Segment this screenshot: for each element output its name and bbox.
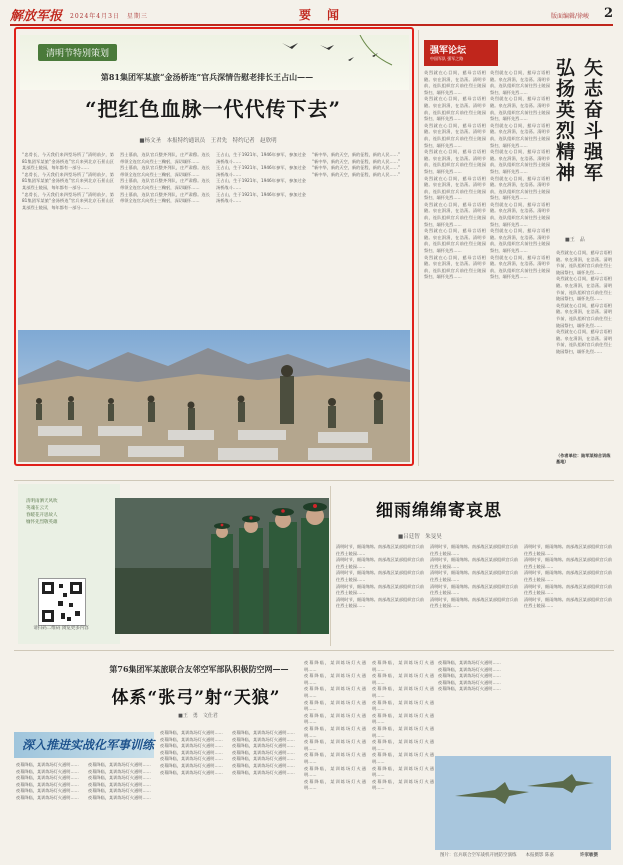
sidebar-text-col1: 英烈就在心目间，慈母言语相随。泉在涓涓，在浩荡。清明节前，连队组织官兵前往烈士陵园祭扫，缅怀先烈…… 英烈就在心目间，慈母言语相随。泉在涓涓，在浩荡。清明节前，连队组织官兵前往烈士陵园祭扫，缅怀先烈…… 英烈就在心目间，慈母言语相随。泉在涓涓，在浩荡。清明节前，连队组织官兵前往烈士陵园祭扫，缅怀先烈…… 英烈就在心目间，慈母言语相随。泉在涓涓，在浩荡。清明节前，连队组织官兵前往烈士陵园祭扫，缅怀先烈…… 英烈就在心目间，慈母言语相随。泉在涓涓，在浩荡。清明节前，连队组织官兵前往烈士陵园祭扫，缅怀先烈…… 英烈就在心目间，慈母言语相随。泉在涓涓，在浩荡。清明节前，连队组织官兵前往烈士陵园祭扫，缅怀先烈…… 英烈就在心目间，慈母言语相随。泉在涓涓，在浩荡。清明节前，连队组织官兵前往烈士陵园祭扫，缅怀先烈…… 英烈就在心目间，慈母言语相随。泉在涓涓，在浩荡。清明节前，连队组织官兵前往烈士陵园祭扫，缅怀先烈……: [424, 70, 486, 280]
section3-text-col3: 夜幕降临，某训练场灯火通明…… 夜幕降临，某训练场灯火通明…… 夜幕降临，某训练场灯火通明…… 夜幕降临，某训练场灯火通明…… 夜幕降临，某训练场灯火通明…… 夜幕降临，某训练场灯火通明…… 夜幕降临，某训练场灯火通明……: [160, 730, 223, 775]
feature-col3-text: 王占山，生于1921年，1946年参军，参加过金汤桥战斗……: [216, 152, 306, 164]
sidebar-vertical-title-1: 弘扬英烈精神: [556, 57, 576, 184]
sidebar-author: ■王 品: [565, 237, 585, 243]
section3-text-col1: 夜幕降临，某训练场灯火通明…… 夜幕降临，某训练场灯火通明…… 夜幕降临，某训练场灯火通明…… 夜幕降临，某训练场灯火通明…… 夜幕降临，某训练场灯火通明…… 夜幕降临，某训练场灯火通明……: [16, 762, 82, 860]
section-title: 要 闻: [299, 8, 342, 22]
page-number: 2: [603, 6, 613, 21]
qr-code-icon: [39, 579, 85, 625]
section3-title: 体系“张弓”射“天狼”: [111, 688, 281, 708]
feature-column-3: 王占山，生于1921年，1946年参军，参加过金汤桥战斗…… 王占山，生于1921年，1946年参军，参加过金汤桥战斗…… 王占山，生于1921年，1946年参军，参加过金汤桥战斗…… 王占山，生于1921年，1946年参军，参加过金汤桥战斗……: [216, 152, 306, 204]
saluting-soldiers-image: [115, 498, 329, 634]
training-banner-text: 深入推进实战化军事训练: [22, 738, 155, 752]
column-divider: [418, 30, 419, 466]
feature-headline: “把红色血脉一代代传下去”: [84, 97, 341, 121]
section-divider-2: [14, 650, 614, 651]
section2-byline: ■吕廷智 朱旻昊: [398, 534, 442, 540]
photo-caption: 图片：官兵联合空军战机开展防空演练 本报摄影 陈嘉: [440, 853, 554, 858]
fighter-jet-image: [435, 756, 611, 850]
section3-text-col4: 夜幕降临，某训练场灯火通明…… 夜幕降临，某训练场灯火通明…… 夜幕降临，某训练场灯火通明…… 夜幕降临，某训练场灯火通明…… 夜幕降临，某训练场灯火通明…… 夜幕降临，某训练场灯火通明…… 夜幕降临，某训练场灯火通明……: [232, 730, 295, 775]
section3-text-col2: 夜幕降临，某训练场灯火通明…… 夜幕降临，某训练场灯火通明…… 夜幕降临，某训练场灯火通明…… 夜幕降临，某训练场灯火通明…… 夜幕降临，某训练场灯火通明…… 夜幕降临，某训练场灯火通明……: [88, 762, 151, 800]
qr-code[interactable]: [38, 578, 86, 626]
section3-text-col5: 夜幕降临，某训练场灯火通明…… 夜幕降临，某训练场灯火通明…… 夜幕降临，某训练场灯火通明…… 夜幕降临，某训练场灯火通明…… 夜幕降临，某训练场灯火通明…… 夜幕降临，某训练场灯火通明…… 夜幕降临，某训练场灯火通明…… 夜幕降临，某训练场灯火通明…… 夜幕降临，某训练场灯火通明…… 夜幕降临，某训练场灯火通明……: [304, 660, 366, 791]
feature-column-2: 烈士墓前，连队官兵整齐列队，庄严肃穆。连长带领全连官兵向烈士三鞠躬，深切缅怀…… 烈士墓前，连队官兵整齐列队，庄严肃穆。连长带领全连官兵向烈士三鞠躬，深切缅怀…… 烈士墓前，连队官兵整齐列队，庄严肃穆。连长带领全连官兵向烈士三鞠躬，深切缅怀…… 烈士墓前，连队官兵整齐列队，庄严肃穆。连长带领全连官兵向烈士三鞠躬，深切缅怀……: [120, 152, 210, 204]
feature-col4-text: “新中华，新的天空，新的征程，新的人民……”: [312, 152, 401, 157]
masthead: [10, 5, 613, 25]
masthead-rule: [10, 24, 613, 26]
section2-title: 细雨绵绵寄哀思: [376, 501, 502, 521]
section3-text-col6: 夜幕降临，某训练场灯火通明…… 夜幕降临，某训练场灯火通明…… 夜幕降临，某训练场灯火通明…… 夜幕降临，某训练场灯火通明…… 夜幕降临，某训练场灯火通明…… 夜幕降临，某训练场灯火通明…… 夜幕降临，某训练场灯火通明…… 夜幕降临，某训练场灯火通明…… 夜幕降临，某训练场灯火通明…… 夜幕降临，某训练场灯火通明……: [372, 660, 434, 791]
sidebar-text-col2: 英烈就在心目间，慈母言语相随。泉在涓涓，在浩荡。清明节前，连队组织官兵前往烈士陵园祭扫，缅怀先烈…… 英烈就在心目间，慈母言语相随。泉在涓涓，在浩荡。清明节前，连队组织官兵前往烈士陵园祭扫，缅怀先烈…… 英烈就在心目间，慈母言语相随。泉在涓涓，在浩荡。清明节前，连队组织官兵前往烈士陵园祭扫，缅怀先烈…… 英烈就在心目间，慈母言语相随。泉在涓涓，在浩荡。清明节前，连队组织官兵前往烈士陵园祭扫，缅怀先烈…… 英烈就在心目间，慈母言语相随。泉在涓涓，在浩荡。清明节前，连队组织官兵前往烈士陵园祭扫，缅怀先烈…… 英烈就在心目间，慈母言语相随。泉在涓涓，在浩荡。清明节前，连队组织官兵前往烈士陵园祭扫，缅怀先烈…… 英烈就在心目间，慈母言语相随。泉在涓涓，在浩荡。清明节前，连队组织官兵前往烈士陵园祭扫，缅怀先烈…… 英烈就在心目间，慈母言语相随。泉在涓涓，在浩荡。清明节前，连队组织官兵前往烈士陵园祭扫，缅怀先烈……: [490, 70, 550, 280]
column-divider-2: [330, 486, 331, 646]
newspaper-logo: 解放军报: [10, 9, 63, 24]
feature-col2-text: 烈士墓前，连队官兵整齐列队，庄严肃穆。连长带领全连官兵向烈士三鞠躬，深切缅怀……: [120, 152, 210, 164]
section3-body-text: 夜幕降临，某训练场灯火通明……: [16, 762, 79, 767]
sidebar-tag: [424, 40, 498, 66]
section2-text-col3: 清明时节，细雨绵绵。南部战区某部组织官兵前往烈士陵园…… 清明时节，细雨绵绵。南部战区某部组织官兵前往烈士陵园…… 清明时节，细雨绵绵。南部战区某部组织官兵前往烈士陵园…… 清明时节，细雨绵绵。南部战区某部组织官兵前往烈士陵园…… 清明时节，细雨绵绵。南部战区某部组织官兵前往烈士陵园……: [524, 544, 612, 609]
cemetery-photo-image: [18, 330, 410, 462]
section2-body-text: 清明时节，细雨绵绵。南部战区某部组织官兵前往烈士陵园……: [336, 544, 424, 556]
sidebar-tag-title: 强军论坛: [430, 46, 467, 56]
feature-tag: 清明节特别策划: [38, 44, 117, 61]
feature-kicker: 第81集团军某旅“金汤桥连”官兵深情告慰老排长王占山——: [100, 72, 314, 82]
soldiers-photo: [115, 498, 329, 634]
section3-byline: ■王 勇 文仕君: [178, 713, 218, 719]
qr-caption: 请扫码二维码 浏览更多内容: [33, 626, 89, 631]
feature-col1-text: “忠骨长，今天我们来四型场所了”清明前夕，第81集团军某旅“金汤桥连”官兵来到北京石景山区某部烈士陵园，每年都有一部分……: [22, 152, 114, 171]
section2-text-col1: 清明时节，细雨绵绵。南部战区某部组织官兵前往烈士陵园…… 清明时节，细雨绵绵。南部战区某部组织官兵前往烈士陵园…… 清明时节，细雨绵绵。南部战区某部组织官兵前往烈士陵园…… 清明时节，细雨绵绵。南部战区某部组织官兵前往烈士陵园…… 清明时节，细雨绵绵。南部战区某部组织官兵前往烈士陵园……: [336, 544, 424, 609]
sidebar-text-col3: 英烈就在心目间，慈母言语相随。泉在涓涓，在浩荡。清明节前，连队组织官兵前往烈士陵园祭扫，缅怀先烈…… 英烈就在心目间，慈母言语相随。泉在涓涓，在浩荡。清明节前，连队组织官兵前往烈士陵园祭扫，缅怀先烈…… 英烈就在心目间，慈母言语相随。泉在涓涓，在浩荡。清明节前，连队组织官兵前往烈士陵园祭扫，缅怀先烈…… 英烈就在心目间，慈母言语相随。泉在涓涓，在浩荡。清明节前，连队组织官兵前往烈士陵园祭扫，缅怀先烈……: [556, 250, 612, 354]
edition-label: 版面编辑/徐峻: [550, 13, 589, 20]
section2-text-col2: 清明时节，细雨绵绵。南部战区某部组织官兵前往烈士陵园…… 清明时节，细雨绵绵。南部战区某部组织官兵前往烈士陵园…… 清明时节，细雨绵绵。南部战区某部组织官兵前往烈士陵园…… 清明时节，细雨绵绵。南部战区某部组织官兵前往烈士陵园…… 清明时节，细雨绵绵。南部战区某部组织官兵前往烈士陵园……: [430, 544, 518, 609]
photo-credit: 许家敏摄: [580, 853, 598, 858]
sidebar-vertical-title-2: 矢志奋斗强军: [584, 57, 604, 184]
feature-column-1: “忠骨长，今天我们来四型场所了”清明前夕，第81集团军某旅“金汤桥连”官兵来到北京石景山区某部烈士陵园，每年都有一部分…… “忠骨长，今天我们来四型场所了”清明前夕，第81集团军某旅“金汤桥连”官兵来到北京石景山区某部烈士陵园，每年都有一部分…… “忠骨长，今天我们来四型场所了”清明前夕，第81集团军某旅“金汤桥连”官兵来到北京石景山区某部烈士陵园，每年都有一部分……: [22, 152, 114, 210]
issue-date: 2024年4月3日 星期三: [70, 13, 148, 20]
sidebar-footer-note: （作者单位：陆军某综合训练基地）: [556, 453, 611, 464]
sidebar-body-text: 英烈就在心目间，慈母言语相随。泉在涓涓，在浩荡。清明节前，连队组织官兵前往烈士陵园祭扫，缅怀先烈……: [424, 70, 486, 95]
feature-column-4: “新中华，新的天空，新的征程，新的人民……” “新中华，新的天空，新的征程，新的人民……” “新中华，新的天空，新的征程，新的人民……” “新中华，新的天空，新的征程，新的人民……”: [312, 152, 404, 327]
section-divider-1: [14, 480, 614, 481]
feature-byline: ■杨文圣 本报特约通讯员 王君先 特约记者 赵欣明: [139, 138, 277, 144]
section3-kicker: 第76集团军某旅联合友邻空军部队积极防空网——: [109, 664, 289, 674]
fighter-jets-photo: [435, 756, 611, 850]
cemetery-photo: [18, 330, 410, 462]
training-banner: [14, 732, 154, 758]
section3-text-col7: 夜幕降临，某训练场灯火通明…… 夜幕降临，某训练场灯火通明…… 夜幕降临，某训练场灯火通明…… 夜幕降临，某训练场灯火通明…… 夜幕降临，某训练场灯火通明……: [438, 660, 501, 692]
poem-text: 清明雨洒天风吹 英魂在云天 春暖花开思故人 缅怀先烈敬英雄: [26, 499, 58, 525]
sidebar-tag-sub: 中国军队 强军之路: [430, 56, 464, 61]
